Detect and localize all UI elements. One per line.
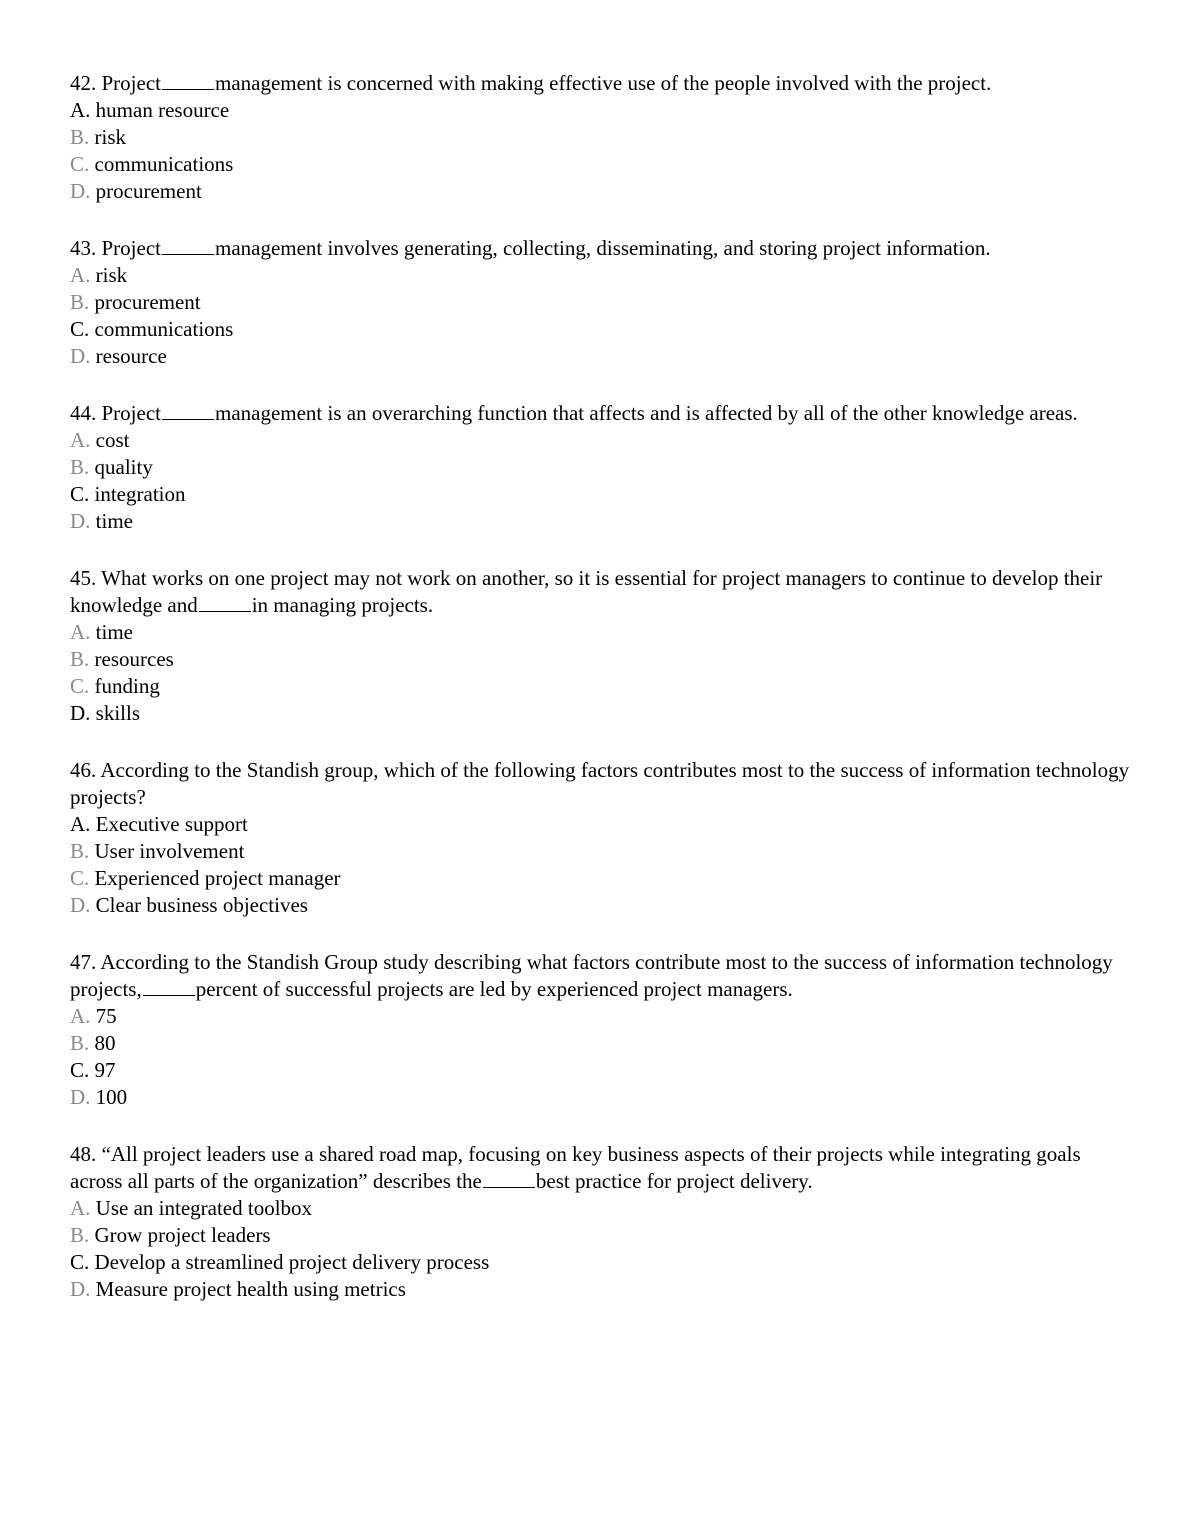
option-d: D. procurement bbox=[70, 179, 202, 203]
option-d: D. Clear business objectives bbox=[70, 893, 308, 917]
answer-blank bbox=[162, 71, 214, 90]
answer-blank bbox=[162, 401, 214, 420]
question-stem: 45. What works on one project may not work on another, so it is essential for project managers to continue to develop their knowledge and in managing projects. bbox=[70, 566, 1103, 617]
option-a: A. time bbox=[70, 620, 133, 644]
option-b: B. Grow project leaders bbox=[70, 1223, 271, 1247]
option-b: B. quality bbox=[70, 455, 153, 479]
option-c: C. communications bbox=[70, 152, 234, 176]
option-c: C. integration bbox=[70, 482, 186, 506]
option-c: C. communications bbox=[70, 317, 234, 341]
option-a: A. risk bbox=[70, 263, 128, 287]
option-d: D. Measure project health using metrics bbox=[70, 1277, 406, 1301]
option-b: B. resources bbox=[70, 647, 174, 671]
option-c: C. Develop a streamlined project delivery process bbox=[70, 1250, 490, 1274]
question-stem: 42. Project management is concerned with making effective use of the people involved with the project. bbox=[70, 71, 992, 95]
answer-blank bbox=[143, 977, 195, 996]
option-b: B. procurement bbox=[70, 290, 201, 314]
question-stem: 47. According to the Standish Group study describing what factors contribute most to the success of information technology projects, percent of successful projects are led by experienced project managers. bbox=[70, 950, 1113, 1001]
option-d: D. 100 bbox=[70, 1085, 128, 1109]
option-d: D. resource bbox=[70, 344, 167, 368]
option-b: B. User involvement bbox=[70, 839, 245, 863]
option-a: A. human resource bbox=[70, 98, 230, 122]
answer-blank bbox=[199, 593, 251, 612]
option-c: C. 97 bbox=[70, 1058, 116, 1082]
option-c: C. Experienced project manager bbox=[70, 866, 341, 890]
question-47 bbox=[70, 949, 1130, 1111]
question-43 bbox=[70, 235, 1130, 370]
question-stem: 48. “All project leaders use a shared road map, focusing on key business aspects of their projects while integrating goals across all parts of the organization” describes the best practice for project delivery. bbox=[70, 1142, 1081, 1193]
option-a: A. cost bbox=[70, 428, 130, 452]
question-sheet bbox=[70, 70, 1130, 1333]
option-a: A. Use an integrated toolbox bbox=[70, 1196, 313, 1220]
question-45 bbox=[70, 565, 1130, 727]
answer-blank bbox=[483, 1169, 535, 1188]
option-b: B. 80 bbox=[70, 1031, 116, 1055]
option-b: B. risk bbox=[70, 125, 127, 149]
question-48 bbox=[70, 1141, 1130, 1303]
option-d: D. skills bbox=[70, 701, 141, 725]
answer-blank bbox=[162, 236, 214, 255]
option-d: D. time bbox=[70, 509, 133, 533]
option-c: C. funding bbox=[70, 674, 160, 698]
question-stem: 43. Project management involves generating, collecting, disseminating, and storing project information. bbox=[70, 236, 991, 260]
option-a: A. 75 bbox=[70, 1004, 117, 1028]
option-a: A. Executive support bbox=[70, 812, 248, 836]
question-46 bbox=[70, 757, 1130, 919]
question-44 bbox=[70, 400, 1130, 535]
question-42 bbox=[70, 70, 1130, 205]
question-stem: 44. Project management is an overarching function that affects and is affected by all of the other knowledge areas. bbox=[70, 401, 1078, 425]
question-stem: 46. According to the Standish group, which of the following factors contributes most to the success of information technology projects? bbox=[70, 758, 1130, 809]
